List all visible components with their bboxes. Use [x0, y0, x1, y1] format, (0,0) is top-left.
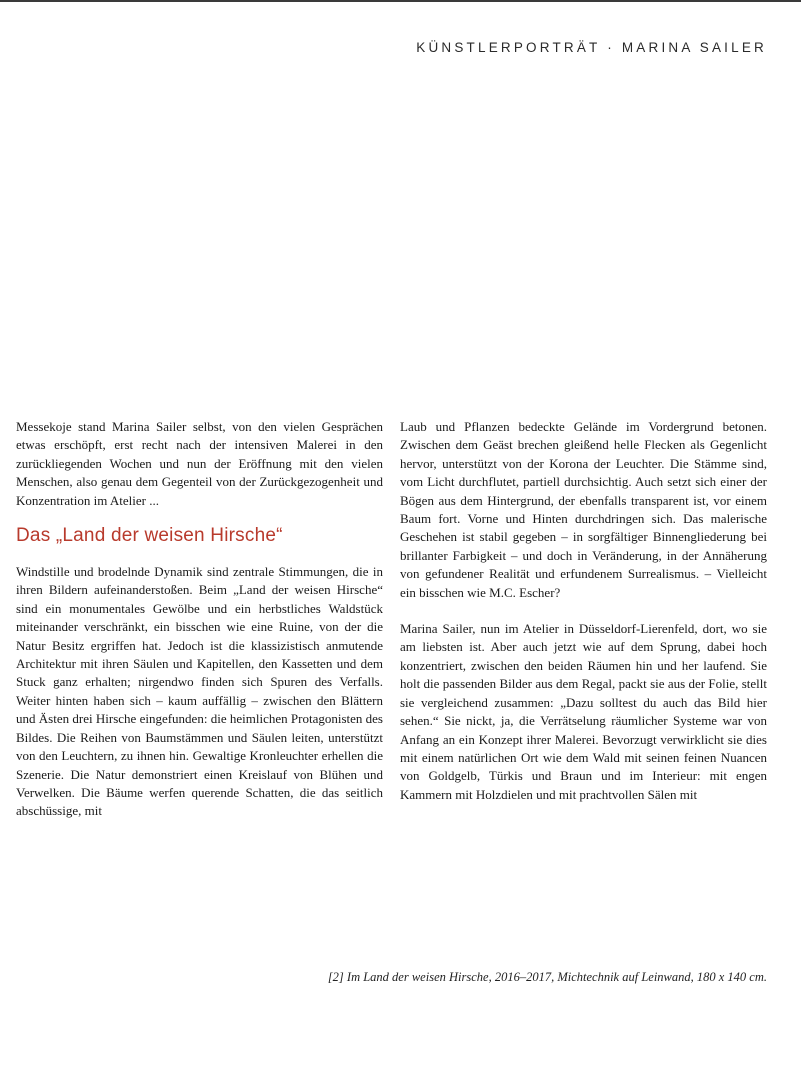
body-paragraph: Windstille und brodelnde Dynamik sind zentrale Stimmungen, die in ihren Bildern aufeinanderstoßen. Beim „Land der weisen Hirsche“ sind ein monumentales Gewölbe und ein herbstliches Waldstück miteinander verschränkt, ein bisschen wie eine Ruine, von der die Natur Besitz ergriffen hat. Jedoch ist die klassizistisch anmutende Architektur mit ihren Säulen und Kapitellen, den Kassetten und dem Stuck ganz erhalten; nirgendwo finden sich Spuren des Verfalls. Weiter hinten haben sich – kaum auffällig – zwischen den Blättern und Ästen drei Hirsche eingefunden: die heimlichen Protagonisten des Bildes. Die Reihen von Baumstämmen und Säulen leiten, unterstützt von den Leuchtern, zu ihnen hin. Gewaltige Kronleuchter erhellen die Szenerie. Die Natur demonstriert einen Kreislauf von Blühen und Verwelken. Die Bäume werfen querende Schatten, die das seitlich abschüssige, mit — [16, 564, 383, 819]
intro-paragraph: Messekoje stand Marina Sailer selbst, von den vielen Gesprächen etwas erschöpft, erst recht nach der intensiven Malerei in den zurückliegenden Wochen und nun der Eröffnung mit den vielen Menschen, also genau dem Gegenteil von der Zurückgezogenheit und Konzentration im Atelier ... — [16, 419, 383, 508]
right-paragraph-1: Laub und Pflanzen bedeckte Gelände im Vordergrund betonen. Zwischen dem Geäst brechen gleißend helle Flecken als Gegenlicht hervor, unterstützt von der Korona der Leuchter. Die Stämme sind, vom Licht durchflutet, partiell durchsichtig. Auch setzt sich einer der Bögen aus dem Hintergrund, der ebenfalls transparent ist, vor einem Baum fort. Vorne und Hinten durchdringen sich. Das malerische Geschehen ist stabil gegeben – in sorgfältiger Binnengliederung bei brillanter Farbigkeit – und doch in Veränderung, in der Annäherung von gefundener Realität und erfundenem Surrealismus. – Vielleicht ein bisschen wie M.C. Escher? — [400, 419, 767, 600]
right-column — [400, 418, 767, 804]
left-column — [16, 418, 383, 821]
running-head: KÜNSTLERPORTRÄT · MARINA SAILER — [416, 40, 767, 55]
right-paragraph-2: Marina Sailer, nun im Atelier in Düsseldorf-Lierenfeld, dort, wo sie am liebsten ist. Aber auch jetzt wie auf dem Sprung, dabei hoch konzentriert, zwischen den beiden Räumen hin und her laufend. Sie holt die passenden Bilder aus dem Regal, packt sie aus der Folie, stellt sie vergleichend zusammen: „Dazu solltest du auch das Bild hier sehen.“ Sie nickt, ja, die Verrätselung räumlicher Systeme war von Anfang an ein Konzept ihrer Malerei. Bevorzugt verwirklicht sie dies mit einem natürlichen Ort wie dem Wald mit seinen feinen Nuancen von Goldgelb, Türkis und Braun und im Interieur: mit engen Kammern mit Holzdielen und mit prachtvollen Sälen mit — [400, 621, 767, 802]
top-rule — [0, 0, 801, 2]
section-heading: Das „Land der weisen Hirsche“ — [16, 525, 283, 547]
image-caption: [2] Im Land der weisen Hirsche, 2016–2017, Michtechnik auf Leinwand, 180 x 140 cm. — [327, 970, 767, 984]
